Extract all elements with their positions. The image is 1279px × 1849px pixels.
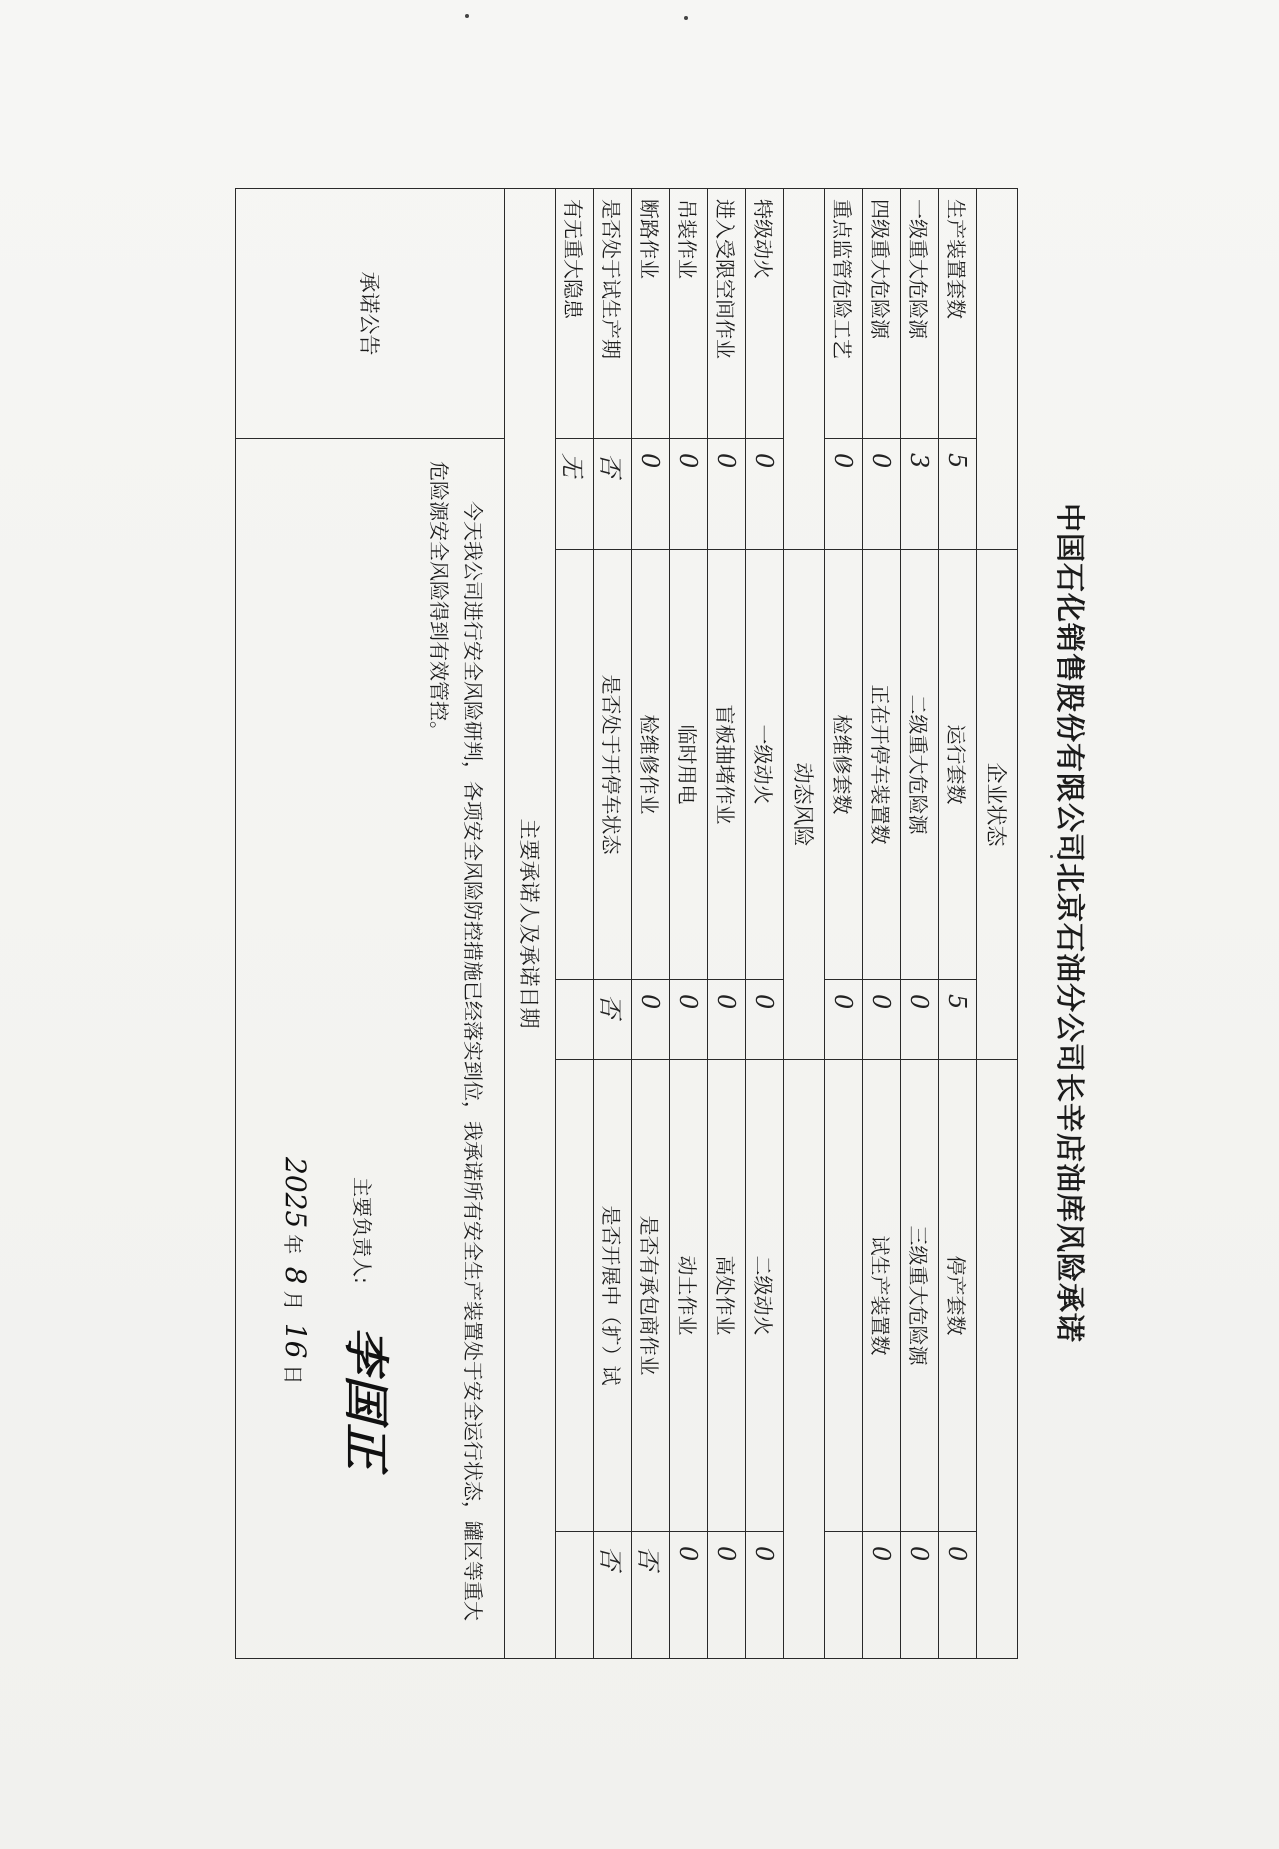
field-value: 否 [594, 439, 632, 550]
field-value: 否 [594, 1532, 632, 1659]
field-label: 进入受限空间作业 [708, 189, 746, 439]
field-value: 0 [708, 439, 746, 550]
field-label: 正在开停车装置数 [863, 550, 901, 980]
enterprise-status-header-row [977, 189, 1018, 1659]
field-value: 5 [939, 439, 977, 550]
field-label: 特级动火 [746, 189, 784, 439]
field-label: 二级重大危险源 [901, 550, 939, 980]
field-label: 盲板抽堵作业 [708, 550, 746, 980]
field-label: 吊装作业 [670, 189, 708, 439]
commitment-label: 承诺公告 [236, 189, 505, 439]
field-value: 0 [746, 980, 784, 1060]
field-value: 否 [594, 980, 632, 1060]
field-value: 0 [670, 1532, 708, 1659]
dynamic-risk-header-row [784, 189, 825, 1659]
date-year: 2025 [279, 1157, 312, 1229]
field-label: 高处作业 [708, 1060, 746, 1532]
date-day-suffix: 日 [281, 1364, 305, 1385]
field-label [556, 1060, 594, 1532]
field-label: 有无重大隐患 [556, 189, 594, 439]
field-value [556, 1532, 594, 1659]
enterprise-status-row [863, 189, 901, 1659]
dynamic-risk-row [594, 189, 632, 1659]
field-label: 试生产装置数 [863, 1060, 901, 1532]
dynamic-risk-row [746, 189, 784, 1659]
field-value [556, 980, 594, 1060]
field-value: 0 [901, 980, 939, 1060]
field-label: 是否处于试生产期 [594, 189, 632, 439]
field-value: 无 [556, 439, 594, 550]
field-label: 一级重大危险源 [901, 189, 939, 439]
field-value: 0 [670, 980, 708, 1060]
header-blank-cell [784, 189, 825, 550]
field-label: 停产套数 [939, 1060, 977, 1532]
field-label: 生产装置套数 [939, 189, 977, 439]
dynamic-risk-row [556, 189, 594, 1659]
field-value: 0 [632, 439, 670, 550]
field-label: 四级重大危险源 [863, 189, 901, 439]
field-label: 运行套数 [939, 550, 977, 980]
scan-speck [465, 14, 469, 18]
commitment-row [236, 189, 505, 1659]
dynamic-risk-row [708, 189, 746, 1659]
rotated-document [267, 188, 1102, 1658]
field-value: 0 [746, 1532, 784, 1659]
enterprise-status-row [825, 189, 863, 1659]
commitment-date [268, 1151, 312, 1636]
date-day: 16 [279, 1322, 312, 1359]
field-label: 是否处于开停车状态 [594, 550, 632, 980]
document-title: 中国石化销售股份有限公司北京石油分公司长辛店油库风险承诺 [1053, 502, 1087, 1343]
field-value: 0 [825, 980, 863, 1060]
commitment-statement: 今天我公司进行安全风险研判，各项安全风险防控措施已经落实到位，我承诺所有安全生产装置处于安全运行状态，罐区等重大危险源安全风险得到有效管控。 [427, 461, 485, 1621]
field-label: 一级动火 [746, 550, 784, 980]
field-value [825, 1532, 863, 1659]
field-value: 0 [939, 1532, 977, 1659]
field-label: 临时用电 [670, 550, 708, 980]
header-blank-cell [784, 1060, 825, 1659]
signer-row [318, 1177, 393, 1636]
field-value: 0 [825, 439, 863, 550]
dynamic-risk-row [670, 189, 708, 1659]
field-label: 检维修作业 [632, 550, 670, 980]
date-month: 8 [279, 1266, 312, 1285]
enterprise-status-header: 企业状态 [977, 550, 1018, 1060]
field-value: 0 [708, 980, 746, 1060]
field-value: 0 [901, 1532, 939, 1659]
dynamic-risk-header: 动态风险 [784, 550, 825, 1060]
handwritten-signature: 李国正 [339, 1327, 393, 1471]
field-label: 是否有承包商作业 [632, 1060, 670, 1532]
field-label: 断路作业 [632, 189, 670, 439]
field-label: 动土作业 [670, 1060, 708, 1532]
commitment-header-row [505, 189, 556, 1659]
field-value: 0 [746, 439, 784, 550]
signer-label: 主要负责人: [350, 1177, 374, 1284]
field-value: 5 [939, 980, 977, 1060]
field-label: 重点监管危险工艺 [825, 189, 863, 439]
dynamic-risk-row [632, 189, 670, 1659]
field-label: 三级重大危险源 [901, 1060, 939, 1532]
scan-speck [684, 16, 688, 20]
risk-commitment-table [235, 188, 1018, 1659]
field-label [825, 1060, 863, 1532]
header-blank-cell [977, 1060, 1018, 1659]
field-value: 0 [708, 1532, 746, 1659]
field-label: 是否开展中（扩）试 [594, 1060, 632, 1532]
field-value: 0 [863, 980, 901, 1060]
date-month-suffix: 月 [281, 1290, 305, 1311]
commitment-statement-cell [236, 439, 505, 1659]
field-value: 否 [632, 1532, 670, 1659]
date-year-suffix: 年 [281, 1234, 305, 1255]
field-value: 0 [863, 439, 901, 550]
field-label: 二级动火 [746, 1060, 784, 1532]
field-value: 0 [670, 439, 708, 550]
enterprise-status-row [901, 189, 939, 1659]
header-blank-cell [977, 189, 1018, 550]
enterprise-status-row [939, 189, 977, 1659]
field-value: 3 [901, 439, 939, 550]
commitment-header: 主要承诺人及承诺日期 [505, 189, 556, 1659]
field-label [556, 550, 594, 980]
field-label: 检维修套数 [825, 550, 863, 980]
field-value: 0 [632, 980, 670, 1060]
field-value: 0 [863, 1532, 901, 1659]
